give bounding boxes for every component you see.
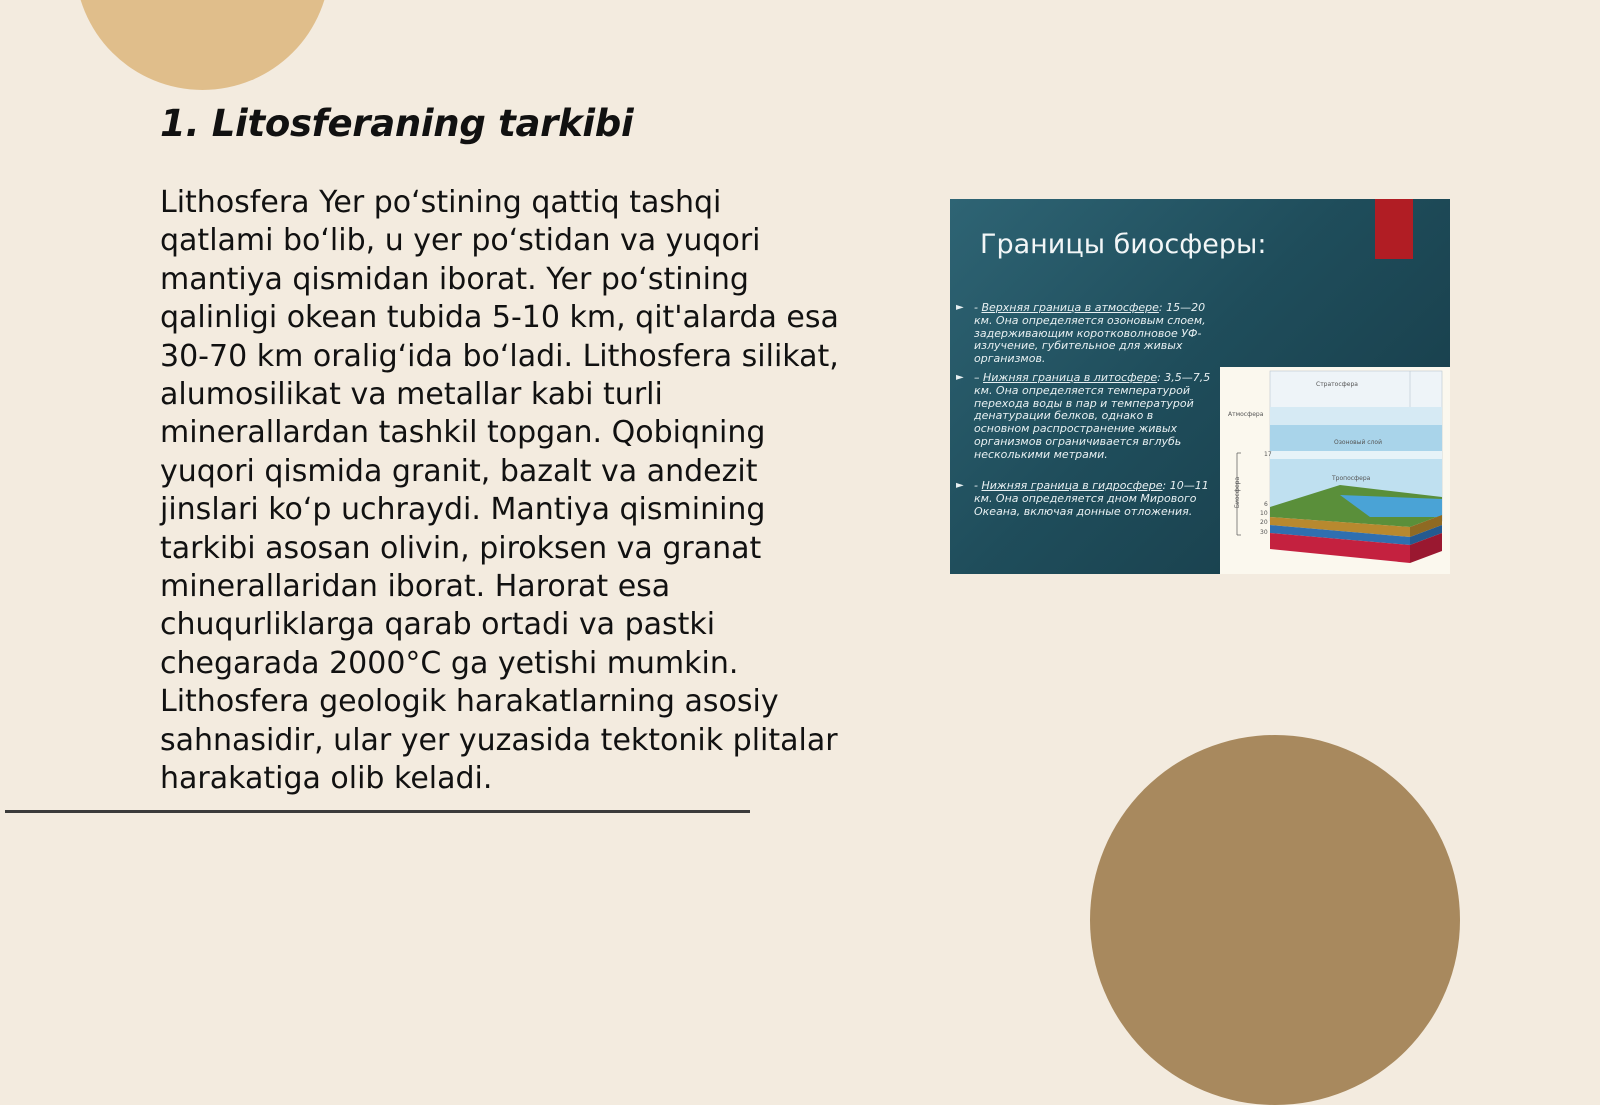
diagram-scale-tick: 20 — [1260, 519, 1268, 526]
bullet-arrow-icon: ► — [956, 302, 964, 313]
diagram-scale-tick: 30 — [1260, 529, 1268, 536]
diagram-label: Стратосфера — [1316, 381, 1358, 388]
slide-title: 1. Litosferaning tarkibi — [160, 102, 634, 145]
decorative-circle-top — [75, 0, 330, 90]
slide-body-text: Lithosfera Yer po‘stining qattiq tashqi qatlami bo‘lib, u yer po‘stidan va yuqori mantiya qismidan iborat. Yer po‘stining qalinligi okean tubida 5-10 km, qit'alarda esa 30-70 km oralig‘ida bo‘ladi. Lithosfera silikat, alumosilikat va metallar kabi turli minerallardan tashkil topgan. Qobiqning yuqori qismida granit, bazalt va andezit jinslari ko‘p uchraydi. Mantiya qismining tarkibi asosan olivin, piroksen va granat minerallaridan iborat. Harorat esa chuqurliklarga qarab ortadi va pastki chegarada 2000°C ga yetishi mumkin. Lithosfera geologik harakatlarning asosiy sahnasidir, ular yer yuzasida tektonik plitalar harakatiga olib keladi. — [160, 185, 839, 797]
divider-line — [5, 810, 750, 813]
diagram-scale-tick: 10 — [1260, 510, 1268, 517]
figure-bullet: ► - Нижняя граница в гидросфере: 10—11 км. Она определяется дном Мирового Океана, включая донные отложения. — [956, 479, 1209, 518]
diagram-label: Биосфера — [1234, 476, 1242, 509]
diagram-label: Озоновый слой — [1334, 439, 1382, 446]
figure-accent-tab — [1375, 199, 1413, 259]
figure-bullet: ► – Нижняя граница в литосфере: 3,5—7,5 км. Она определяется температурой перехода воды в пар и температурой денатурации белков, однако в основном распространение живых организмов ограничивается вглубь несколькими метрами. — [956, 371, 1211, 461]
bullet-text: : 3,5—7,5 км. Она определяется температурой перехода воды в пар и температурой денатурации белков, однако в основном распространение живых организмов ограничивается вглубь несколькими метрами. — [974, 371, 1211, 461]
bullet-text: : 10—11 км. Она определяется дном Мирового Океана, включая донные отложения. — [974, 479, 1209, 518]
diagram-label: Тропосфера — [1332, 475, 1371, 482]
bullet-text: : 15—20 км. Она определяется озоновым слоем, задерживающим коротковолновое УФ-излучение, губительное для живых организмов. — [974, 301, 1206, 366]
bullet-label: Верхняя граница в атмосфере — [981, 301, 1159, 314]
figure-bullet: ► - Верхняя граница в атмосфере: 15—20 км. Она определяется озоновым слоем, задерживающим коротковолновое УФ-излучение, губительное для живых организмов. — [956, 301, 1206, 366]
diagram-scale-tick: 17 — [1264, 451, 1272, 458]
bullet-label: Нижняя граница в литосфере — [983, 371, 1158, 384]
bullet-arrow-icon: ► — [956, 372, 964, 383]
layers-diagram-graphic — [1220, 367, 1450, 574]
biosphere-layers-diagram — [1220, 367, 1450, 574]
figure-heading: Границы биосферы: — [980, 229, 1267, 260]
diagram-label: Атмосфера — [1228, 411, 1264, 418]
biosphere-boundaries-image — [950, 199, 1450, 574]
bullet-label: Нижняя граница в гидросфере — [981, 479, 1163, 492]
decorative-circle-bottom — [1090, 735, 1460, 1105]
diagram-scale-tick: 6 — [1264, 501, 1268, 508]
bullet-arrow-icon: ► — [956, 480, 964, 491]
